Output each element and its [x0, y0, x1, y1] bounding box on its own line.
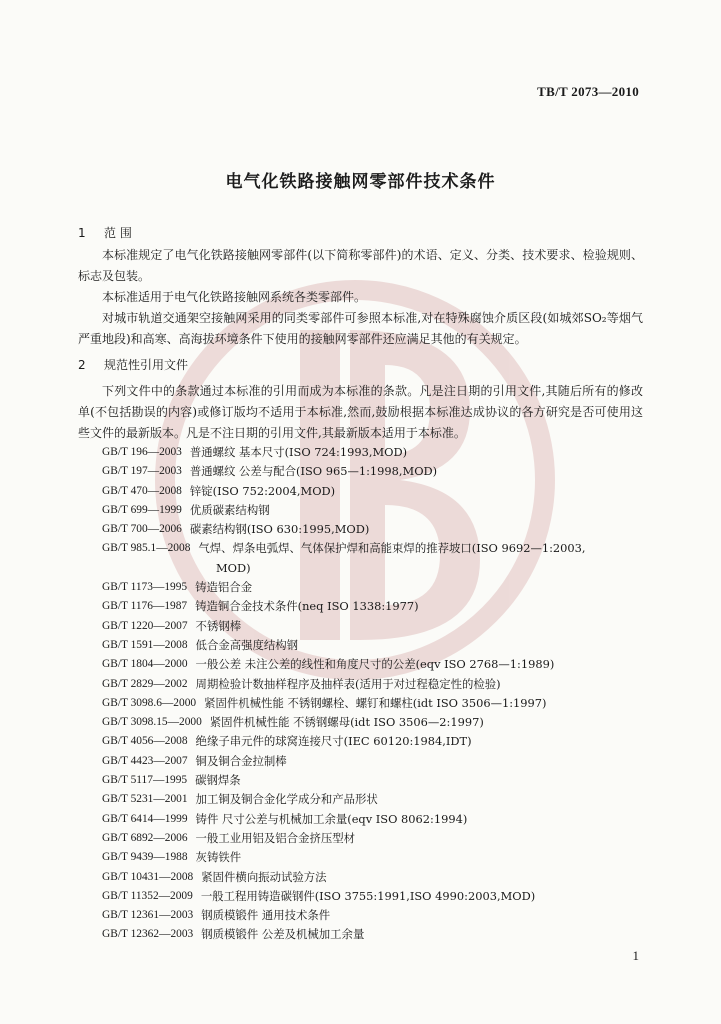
reference-code: GB/T 10431—2008 [102, 870, 194, 883]
standard-code-header: TB/T 2073—2010 [537, 84, 639, 99]
reference-code: GB/T 5117—1995 [102, 774, 188, 787]
reference-code: GB/T 9439—1988 [102, 851, 188, 864]
reference-title: 铜及铜合金拉制棒 [195, 753, 287, 768]
reference-item [102, 868, 647, 887]
reference-code: GB/T 1173—1995 [102, 581, 188, 594]
reference-list [102, 443, 647, 945]
reference-code: GB/T 12361—2003 [102, 909, 194, 922]
reference-title: 紧固件横向振动试验方法 [201, 869, 327, 884]
section-number: 2 [78, 358, 86, 372]
reference-title: 紧固件机械性能 不锈钢螺母(idt ISO 3506—2:1997) [209, 715, 484, 730]
section-number: 1 [78, 226, 86, 240]
reference-code: GB/T 3098.6—2000 [102, 696, 197, 709]
reference-title: 碳钢焊条 [195, 773, 241, 788]
reference-title: 加工铜及铜合金化学成分和产品形状 [195, 792, 378, 807]
section-heading-scope [78, 224, 132, 241]
reference-title-continuation: MOD) [216, 560, 251, 575]
reference-title: 周期检验计数抽样程序及抽样表(适用于对过程稳定性的检验) [195, 676, 501, 691]
reference-title: 一般公差 未注公差的线性和角度尺寸的公差(eqv ISO 2768—1:1989) [195, 657, 555, 672]
section-heading-normative-references [78, 356, 188, 373]
reference-item [102, 539, 647, 558]
reference-code: GB/T 699—1999 [102, 503, 182, 516]
reference-item [102, 636, 647, 655]
reference-code: GB/T 470—2008 [102, 484, 182, 497]
reference-code: GB/T 11352—2009 [102, 889, 193, 902]
reference-title: 一般工程用铸造碳钢件(ISO 3755:1991,ISO 4990:2003,MOD) [200, 888, 536, 903]
reference-item [102, 732, 647, 751]
reference-title: 铸造铜合金技术条件(neq ISO 1338:1977) [195, 599, 419, 614]
reference-title: 钢质模锻件 公差及机械加工余量 [201, 927, 365, 942]
reference-title: 紧固件机械性能 不锈钢螺栓、螺钉和螺柱(idt ISO 3506—1:1997) [204, 695, 547, 710]
reference-title: 优质碳素结构钢 [189, 502, 270, 517]
reference-item [102, 482, 647, 501]
reference-item [102, 771, 647, 790]
reference-item [102, 752, 647, 771]
reference-code: GB/T 1220—2007 [102, 619, 188, 632]
reference-code: GB/T 12362—2003 [102, 928, 194, 941]
reference-code: GB/T 196—2003 [102, 446, 182, 458]
reference-item [102, 887, 647, 906]
reference-item [102, 790, 647, 809]
reference-code: GB/T 1591—2008 [102, 638, 188, 651]
reference-title: 铸件 尺寸公差与机械加工余量(eqv ISO 8062:1994) [195, 811, 468, 826]
reference-item [102, 675, 647, 694]
reference-title: 绝缘子串元件的球窝连接尺寸(IEC 60120:1984,IDT) [195, 734, 472, 749]
reference-code: GB/T 1804—2000 [102, 658, 188, 671]
reference-item [102, 520, 647, 539]
reference-code: GB/T 6892—2006 [102, 831, 188, 844]
reference-item [102, 925, 647, 944]
reference-title: 普通螺纹 公差与配合(ISO 965—1:1998,MOD) [189, 464, 438, 479]
reference-item [102, 578, 647, 597]
reference-item [102, 462, 647, 481]
reference-code: GB/T 3098.15—2000 [102, 716, 202, 729]
scope-paragraph-3: 对城市轨道交通架空接触网采用的同类零部件可参照本标准,对在特殊腐蚀介质区段(如城郊SO₂等烟气严重地段)和高寒、高海拔环境条件下使用的接触网零部件还应满足其他的有关规定。 [78, 311, 643, 346]
reference-code: GB/T 5231—2001 [102, 793, 188, 806]
reference-item [102, 810, 647, 829]
reference-code: GB/T 1176—1987 [102, 600, 188, 613]
reference-code: GB/T 700—2006 [102, 523, 182, 536]
reference-item [102, 617, 647, 636]
reference-item [102, 655, 647, 674]
reference-title: 普通螺纹 基本尺寸(ISO 724:1993,MOD) [189, 445, 408, 459]
page-number: 1 [632, 948, 639, 963]
reference-item [102, 713, 647, 732]
reference-item [102, 694, 647, 713]
reference-item [102, 597, 647, 616]
normative-intro-paragraph: 下列文件中的条款通过本标准的引用而成为本标准的条款。凡是注日期的引用文件,其随后所有的修改单(不包括勘误的内容)或修订版均不适用于本标准,然而,鼓励根据本标准达成协议的各方研究是否可使用这些文件的最新版本。凡是不注日期的引用文件,其最新版本适用于本标准。 [78, 384, 643, 440]
section-title: 规范性引用文件 [104, 358, 189, 372]
scope-paragraph-2: 本标准适用于电气化铁路接触网系统各类零部件。 [102, 290, 367, 304]
reference-code: GB/T 4423—2007 [102, 754, 188, 767]
reference-title: 一般工业用铝及铝合金挤压型材 [195, 830, 356, 845]
reference-code: GB/T 6414—1999 [102, 812, 188, 825]
reference-code: GB/T 197—2003 [102, 465, 182, 478]
reference-code: GB/T 4056—2008 [102, 735, 188, 748]
reference-title: 钢质模锻件 通用技术条件 [201, 908, 331, 923]
document-title: 电气化铁路接触网零部件技术条件 [225, 172, 496, 192]
reference-title: 锌锭(ISO 752:2004,MOD) [189, 483, 336, 498]
reference-item [102, 501, 647, 520]
reference-title: 碳素结构钢(ISO 630:1995,MOD) [189, 522, 370, 537]
reference-item [102, 443, 647, 462]
reference-title: 灰铸铁件 [195, 850, 242, 865]
reference-title: 低合金高强度结构钢 [195, 637, 299, 652]
reference-title: 气焊、焊条电弧焊、气体保护焊和高能束焊的推荐坡口(ISO 9692—1:2003, [198, 541, 586, 556]
reference-item [102, 848, 647, 867]
reference-title: 不锈钢棒 [195, 618, 242, 633]
reference-code: GB/T 2829—2002 [102, 677, 188, 690]
scope-paragraph-1: 本标准规定了电气化铁路接触网零部件(以下简称零部件)的术语、定义、分类、技术要求、检验规则、标志及包装。 [78, 248, 643, 283]
section-title: 范 围 [104, 226, 132, 240]
reference-title: 铸造铝合金 [195, 580, 253, 595]
reference-item [102, 829, 647, 848]
reference-item [102, 906, 647, 925]
reference-code: GB/T 985.1—2008 [102, 542, 191, 555]
